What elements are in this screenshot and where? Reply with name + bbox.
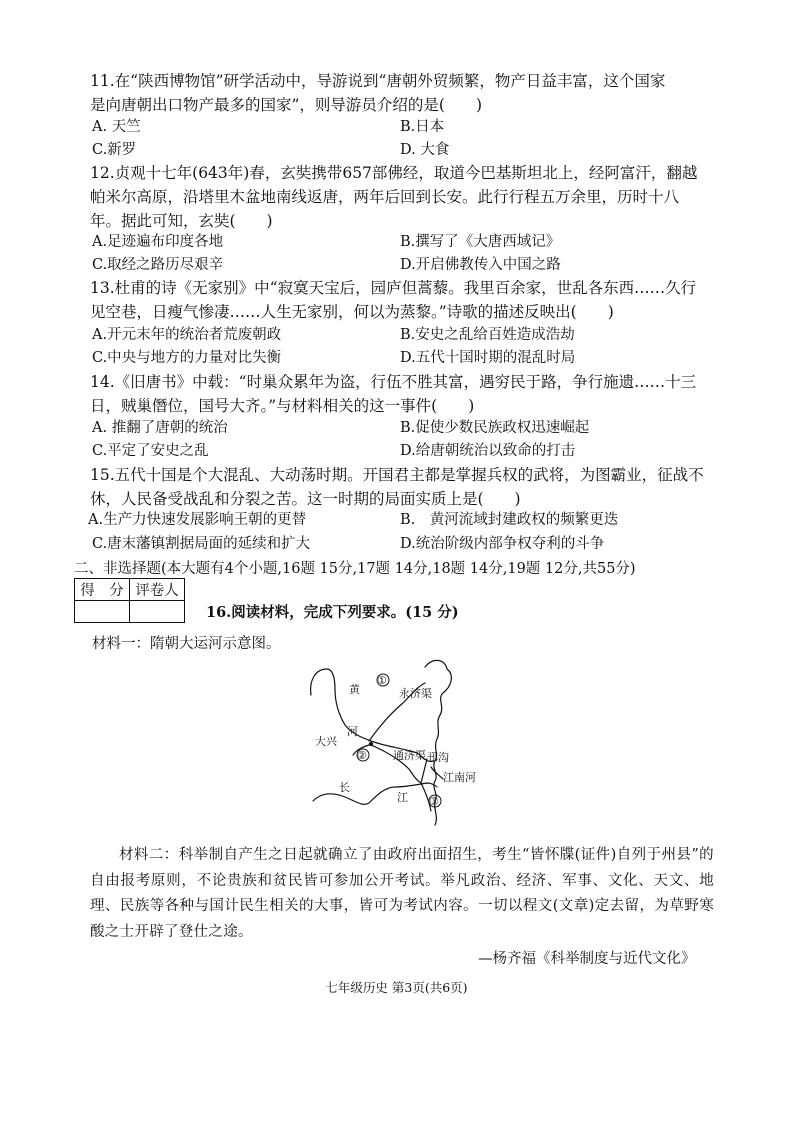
grand-canal-map [305, 655, 485, 835]
question-11-option-a: A. 天竺 [92, 119, 141, 135]
marker-2-label: ② [357, 749, 367, 762]
question-15-option-c: C.唐末藩镇割据局面的延续和扩大 [92, 536, 311, 552]
marker-3-label: ③ [429, 795, 439, 808]
grader-cell[interactable] [130, 601, 185, 623]
question-14-line-1: 14.《旧唐书》中载：“时巢众累年为盗，行伍不胜其富，遇穷民于路，争行施遗……十三 [90, 373, 697, 391]
grader-label: 评卷人 [130, 579, 185, 601]
question-12-option-c: C.取经之路历尽艰辛 [92, 257, 224, 273]
map-label-jiangnan: 江南河 [443, 771, 476, 784]
question-14-option-d: D.给唐朝统治以致命的打击 [400, 443, 576, 459]
question-16-title: 16.阅读材料，完成下列要求。(15 分) [206, 604, 459, 621]
question-12-option-d: D.开启佛教传入中国之路 [400, 257, 561, 273]
question-14-option-a: A. 推翻了唐朝的统治 [92, 420, 228, 436]
question-13-option-d: D.五代十国时期的混乱时局 [400, 350, 576, 366]
question-13-option-a: A.开元末年的统治者荒废朝政 [92, 327, 282, 343]
marker-1-label: ① [377, 674, 387, 687]
map-label-huang: 黄 [349, 683, 360, 696]
question-12-line-3: 年。据此可知，玄奘( ) [90, 212, 273, 230]
material-2-paragraph: 材料二：科举制自产生之日起就确立了由政府出面招生，考生“皆怀牒(证件)自列于州县”的自由报考原则，不论贵族和贫民皆可参加公开考试。举凡政治、经济、军事、文化、天文、地理、民族等各种与国计民生相关的大事，皆可为考试内容。一切以程文(文章)定去留，为草野寒酸之士开辟了登仕之途。 [90, 847, 714, 940]
map-label-tongji: 通济渠 [393, 749, 426, 762]
map-label-daxing: 大兴 [315, 735, 337, 748]
daxing-dot [369, 742, 373, 746]
question-14-option-b: B.促使少数民族政权迅速崛起 [400, 420, 590, 436]
question-12-line-1: 12.贞观十七年(643年)春，玄奘携带657部佛经，取道今巴基斯坦北上，经阿富汗，翻越 [90, 164, 698, 182]
material-2-citation: —杨齐福《科举制度与近代文化》 [478, 951, 696, 967]
question-15-option-a: A.生产力快速发展影响王朝的更替 [88, 512, 307, 528]
question-11-line-1: 11.在“陕西博物馆”研学活动中，导游说到“唐朝外贸频繁，物产日益丰富，这个国家 [90, 72, 666, 90]
question-13-option-c: C.中央与地方的力量对比失衡 [92, 350, 282, 366]
question-13-option-b: B.安史之乱给百姓造成浩劫 [400, 327, 575, 343]
map-label-jiang: 江 [397, 791, 408, 804]
question-15-line-1: 15.五代十国是个大混乱、大动荡时期。开国君主都是掌握兵权的武将，为图霸业，征战不 [90, 466, 704, 484]
section-2-heading: 二、非选择题(本大题有4个小题,16题 15分,17题 14分,18题 14分,19题 12分,共55分) [74, 561, 636, 577]
map-label-yongji: 永济渠 [399, 687, 432, 700]
map-label-hangou: 邗沟 [427, 751, 449, 764]
question-15-option-b: B. 黄河流域封建政权的频繁更迭 [400, 512, 619, 528]
question-11-option-c: C.新罗 [92, 142, 137, 158]
question-15-line-2: 休，人民备受战乱和分裂之苦。这一时期的局面实质上是( ) [90, 490, 521, 508]
map-label-chang: 长 [339, 781, 350, 794]
question-12-line-2: 帕米尔高原，沿塔里木盆地南线返唐，两年后回到长安。此行行程五万余里，历时十八 [90, 188, 680, 206]
question-15-option-d: D.统治阶级内部争权夺利的斗争 [400, 536, 605, 552]
map-label-he: 河 [347, 725, 358, 738]
question-14-option-c: C.平定了安史之乱 [92, 443, 209, 459]
question-12-option-b: B.撰写了《大唐西域记》 [400, 234, 561, 250]
page-footer: 七年级历史 第3页(共6页) [325, 980, 468, 995]
question-14-line-2: 日，贼巢僭位，国号大齐。”与材料相关的这一事件( ) [90, 397, 475, 415]
yangtze-river [313, 783, 437, 804]
score-label: 得 分 [75, 579, 130, 601]
question-12-option-a: A.足迹遍布印度各地 [92, 234, 224, 250]
question-11-option-d: D. 大食 [400, 142, 450, 158]
question-11-option-b: B.日本 [400, 119, 445, 135]
question-11-line-2: 是向唐朝出口物产最多的国家”，则导游员介绍的是( ) [90, 96, 483, 114]
material-1-label: 材料一：隋朝大运河示意图。 [92, 636, 281, 652]
question-13-line-1: 13.杜甫的诗《无家别》中“寂寞天宝后，园庐但蒿藜。我里百余家，世乱各东西……久行 [90, 279, 697, 297]
score-table [74, 578, 185, 623]
score-cell[interactable] [75, 601, 130, 623]
question-13-line-2: 见空巷，日瘦气惨凄……人生无家别，何以为蒸黎。”诗歌的描述反映出( ) [90, 303, 614, 321]
